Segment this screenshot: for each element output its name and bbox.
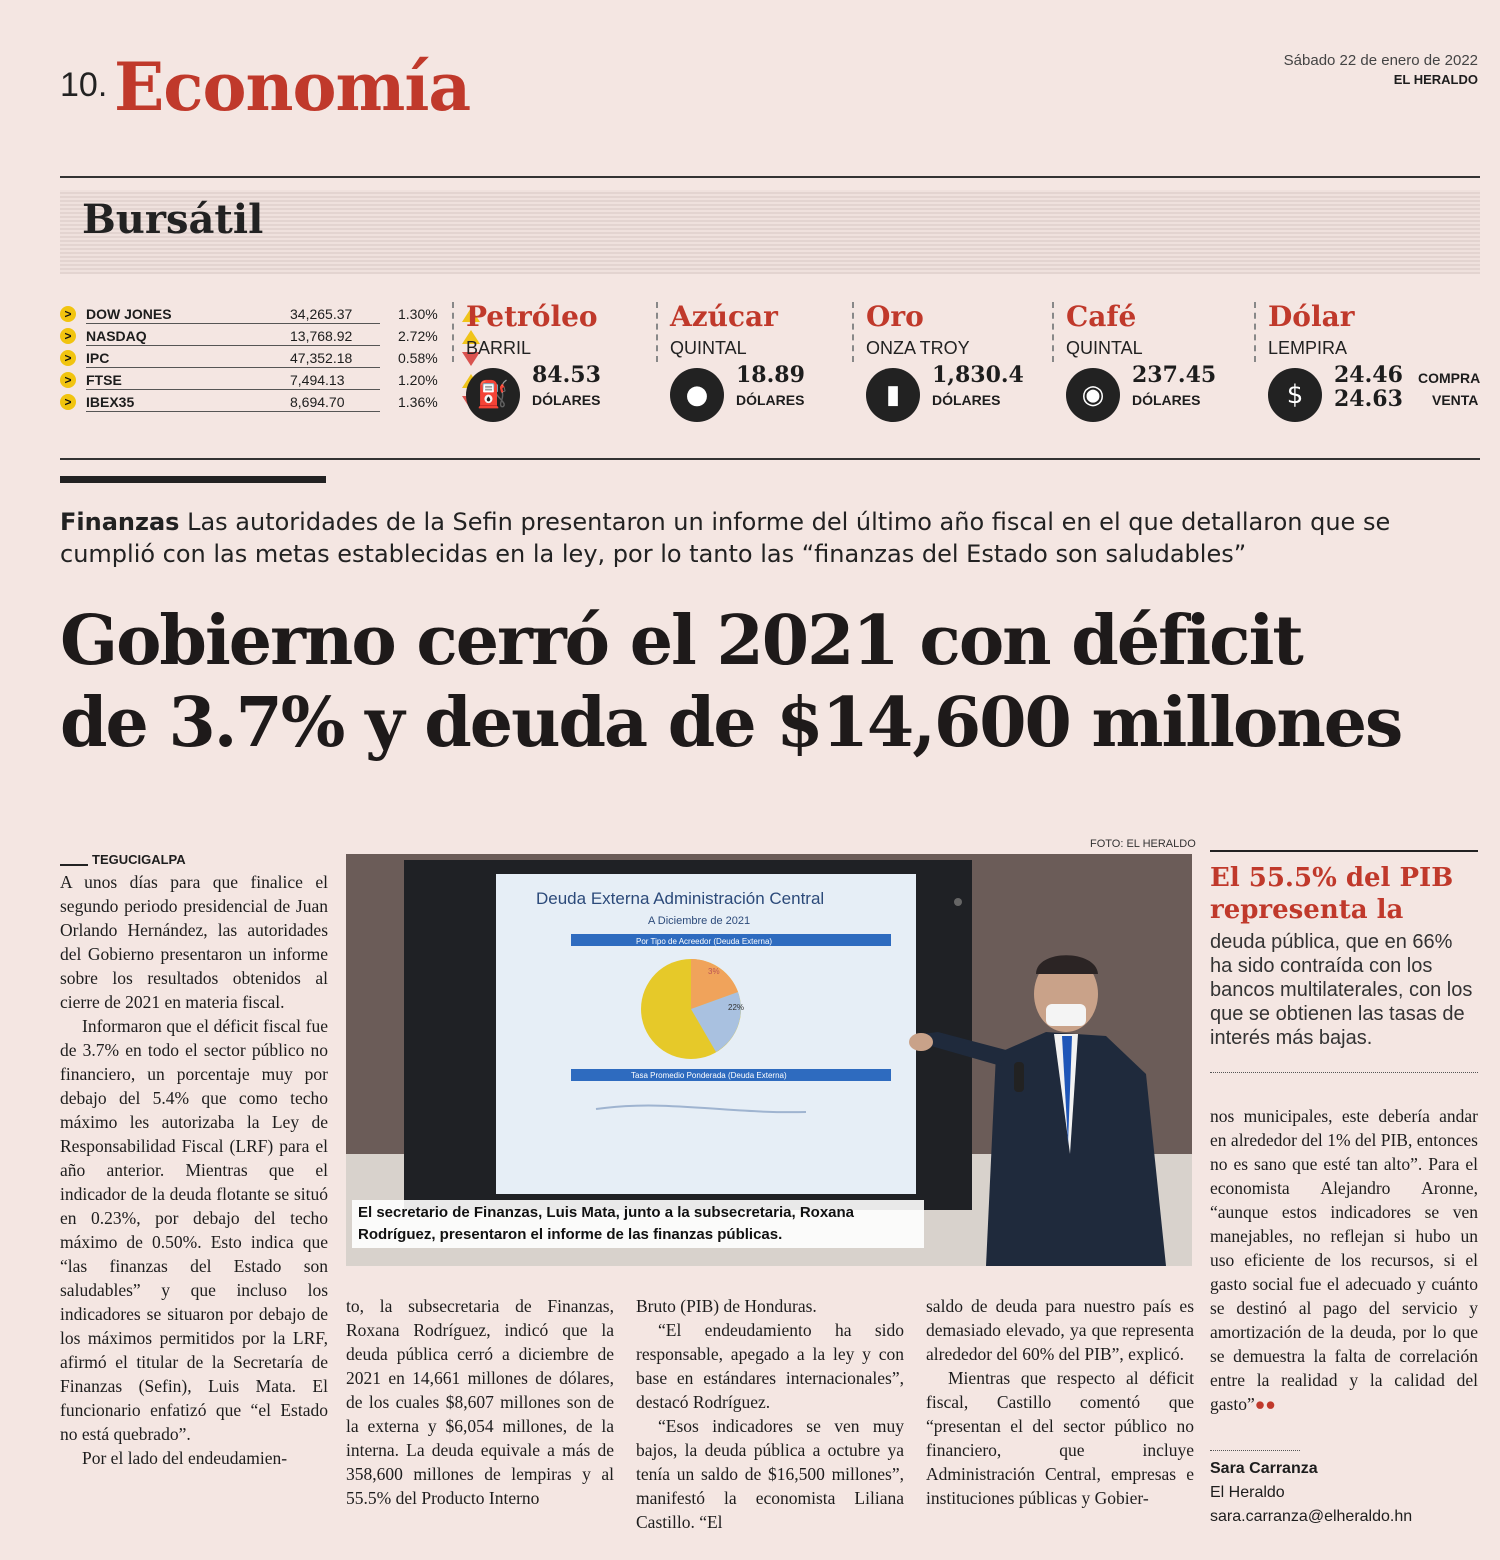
row-underline bbox=[86, 389, 380, 390]
article-column-3 bbox=[636, 1294, 904, 1534]
intro-text: Las autoridades de la Sefin presentaron un informe del último año fiscal en el que detallaron que se cumplió con las metas establecidas en la ley, por lo tanto las “finanzas del Estado son saludables” bbox=[60, 508, 1391, 568]
paragraph: Informaron que el déficit fiscal fue de 3.7% en todo el sector público no financiero, un porcentaje muy por debajo del 5.4% que como techo máximo les autorizaba la Ley de Responsabilidad Fiscal (LRF) para el año anterior. Mientras que el indicador de la deuda flotante se situó en 0.23%, por debajo del techo máximo de 0.50%. Esto indica que “las finanzas del Estado son saludables” y que incluso los indicadores se situaron por debajo de los máximos permitidos por la LRF, afirmó el titular de la Secretaría de Finanzas (Sefin), Luis Mata. El funcionario enfatizó que “el Estado no está quebrado”. bbox=[60, 1016, 328, 1444]
index-value: 7,494.13 bbox=[290, 372, 345, 388]
article-kicker: Finanzas bbox=[60, 508, 180, 536]
commodity-dolar bbox=[1254, 300, 1484, 430]
commodity-oro bbox=[852, 300, 1042, 430]
article-column-4 bbox=[926, 1294, 1194, 1510]
bursatil-title: Bursátil bbox=[82, 196, 264, 243]
dolar-compra-label: COMPRA bbox=[1418, 370, 1481, 386]
gold-bar-icon: ▮ bbox=[866, 368, 920, 422]
bursatil-rule bbox=[60, 458, 1480, 460]
kicker-bar bbox=[60, 476, 326, 483]
slide-title: Deuda Externa Administración Central bbox=[536, 889, 825, 908]
paragraph bbox=[1210, 1104, 1478, 1416]
slide-pct-b: 22% bbox=[728, 1003, 745, 1012]
commodity-currency: DÓLARES bbox=[532, 392, 601, 408]
commodity-unit: LEMPIRA bbox=[1268, 338, 1348, 358]
paragraph: Bruto (PIB) de Honduras. bbox=[636, 1296, 817, 1316]
index-name: IBEX35 bbox=[86, 394, 135, 410]
chevron-right-icon: > bbox=[60, 306, 76, 322]
row-underline bbox=[86, 323, 380, 324]
commodity-azucar bbox=[656, 300, 846, 430]
commodity-petroleo bbox=[452, 300, 642, 430]
divider bbox=[1254, 302, 1256, 362]
newspaper-name: EL HERALDO bbox=[1393, 72, 1478, 87]
index-name: NASDAQ bbox=[86, 328, 147, 344]
commodity-name: Azúcar bbox=[670, 300, 778, 333]
index-change: 0.58% bbox=[398, 350, 438, 366]
stock-index-row bbox=[60, 348, 440, 368]
stock-index-row bbox=[60, 392, 440, 412]
row-underline bbox=[86, 411, 380, 412]
article-column-5 bbox=[1210, 1104, 1478, 1416]
stock-index-row bbox=[60, 304, 440, 324]
commodity-unit: QUINTAL bbox=[670, 338, 747, 358]
commodity-name: Oro bbox=[866, 300, 924, 333]
headline-line-2: de 3.7% y deuda de $14,600 millones bbox=[60, 683, 1402, 763]
commodity-name: Dólar bbox=[1268, 300, 1355, 333]
header-rule bbox=[60, 176, 1480, 178]
commodity-cafe bbox=[1052, 300, 1242, 430]
stock-index-row bbox=[60, 326, 440, 346]
index-name: IPC bbox=[86, 350, 110, 366]
photo-caption: El secretario de Finanzas, Luis Mata, junto a la subsecretaria, Roxana Rodríguez, presentaron el informe de las finanzas públicas. bbox=[352, 1200, 924, 1248]
oil-can-icon: ⛽ bbox=[466, 368, 520, 422]
index-change: 1.20% bbox=[398, 372, 438, 388]
index-change: 2.72% bbox=[398, 328, 438, 344]
commodity-currency: DÓLARES bbox=[1132, 392, 1201, 408]
index-name: DOW JONES bbox=[86, 306, 172, 322]
paragraph: “Esos indicadores se ven muy bajos, la deuda pública a octubre ya tenía un saldo de $16,500 millones”, manifestó la economista Liliana Castillo. “El bbox=[636, 1416, 904, 1532]
index-value: 47,352.18 bbox=[290, 350, 353, 366]
article-headline bbox=[60, 600, 1490, 764]
stock-index-row bbox=[60, 370, 440, 390]
paragraph: Mientras que respecto al déficit fiscal, Castillo comentó que “presentan el del sector público no financiero, que incluye Administración Central, empresas e instituciones públicas y Gobier- bbox=[926, 1368, 1194, 1508]
author-rule bbox=[1210, 1450, 1300, 1451]
article-intro bbox=[60, 506, 1480, 570]
commodity-currency: DÓLARES bbox=[932, 392, 1001, 408]
index-name: FTSE bbox=[86, 372, 122, 388]
chevron-right-icon: > bbox=[60, 372, 76, 388]
dolar-venta: 24.63 bbox=[1334, 386, 1403, 412]
slide-pct-a: 3% bbox=[708, 967, 720, 976]
commodity-price: 18.89 bbox=[736, 362, 805, 388]
dateline: TEGUCIGALPA bbox=[92, 852, 186, 867]
commodity-price: 237.45 bbox=[1132, 362, 1217, 388]
pull-quote-headline: El 55.5% del PIB representa la bbox=[1210, 863, 1454, 925]
chevron-right-icon: > bbox=[60, 394, 76, 410]
photo-credit: FOTO: EL HERALDO bbox=[1090, 838, 1196, 850]
commodity-currency: DÓLARES bbox=[736, 392, 805, 408]
commodity-price: 84.53 bbox=[532, 362, 601, 388]
paragraph: to, la subsecretaria de Finanzas, Roxana Rodríguez, indicó que la deuda pública cerró a diciembre de 2021 en 14,661 millones de dólares, de los cuales $8,607 millones son de la externa y $6,054 millones, de la interna. La deuda equivale a más de 358,600 millones de lempiras y al 55.5% del Producto Interno bbox=[346, 1296, 614, 1508]
commodity-unit: BARRIL bbox=[466, 338, 532, 358]
coffee-bean-icon: ◉ bbox=[1066, 368, 1120, 422]
commodity-price: 1,830.4 bbox=[932, 362, 1024, 388]
end-mark-icon: ●● bbox=[1254, 1394, 1276, 1414]
paragraph: Por el lado del endeudamien- bbox=[82, 1448, 288, 1468]
index-change: 1.30% bbox=[398, 306, 438, 322]
headline-line-1: Gobierno cerró el 2021 con déficit bbox=[60, 601, 1302, 681]
slide-subtitle: A Diciembre de 2021 bbox=[648, 915, 751, 927]
page-number: 10. bbox=[60, 66, 108, 104]
dolar-compra: 24.46 bbox=[1334, 362, 1403, 388]
divider bbox=[656, 302, 658, 362]
author-name: Sara Carranza bbox=[1210, 1460, 1318, 1477]
divider bbox=[1052, 302, 1054, 362]
index-value: 34,265.37 bbox=[290, 306, 353, 322]
paragraph: A unos días para que finalice el segundo periodo presidencial de Juan Orlando Hernández, las autoridades del Gobierno presentaron un informe sobre los resultados obtenidos al cierre de 2021 en materia fiscal. bbox=[60, 872, 328, 1012]
dolar-venta-label: VENTA bbox=[1432, 392, 1479, 408]
divider bbox=[452, 302, 454, 362]
chevron-right-icon: > bbox=[60, 328, 76, 344]
row-underline bbox=[86, 367, 380, 368]
paragraph: saldo de deuda para nuestro país es demasiado elevado, ya que representa alrededor del 60% del PIB”, explicó. bbox=[926, 1296, 1194, 1364]
article-column-2 bbox=[346, 1294, 614, 1510]
index-value: 8,694.70 bbox=[290, 394, 345, 410]
index-value: 13,768.92 bbox=[290, 328, 353, 344]
commodity-unit: ONZA TROY bbox=[866, 338, 970, 358]
pull-quote-rule bbox=[1210, 850, 1478, 852]
commodity-name: Petróleo bbox=[466, 300, 598, 333]
author-email[interactable]: sara.carranza@elheraldo.hn bbox=[1210, 1508, 1413, 1525]
pull-quote-bottom-rule bbox=[1210, 1072, 1478, 1073]
commodity-name: Café bbox=[1066, 300, 1137, 333]
bursatil-banner bbox=[60, 190, 1480, 274]
divider bbox=[852, 302, 854, 362]
slide-bar-1: Por Tipo de Acreedor (Deuda Externa) bbox=[636, 937, 773, 946]
paragraph-text: nos municipales, este debería andar en alrededor del 1% del PIB, entonces no es sano que esté tan alto”. Para el economista Alejandro Aronne, “aunque estos indicadores se ven manejables, no reflejan si hubo un uso eficiente de los recursos, si el gasto social fue el adecuado y cuánto se destinó al pago del servicio y amortización de la deuda, por lo que se demuestra la falta de correlación entre la realidad y la calidad del gasto” bbox=[1210, 1106, 1478, 1414]
commodity-unit: QUINTAL bbox=[1066, 338, 1143, 358]
index-change: 1.36% bbox=[398, 394, 438, 410]
paragraph: “El endeudamiento ha sido responsable, apegado a la ley y con base en estándares internacionales”, destacó Rodríguez. bbox=[636, 1320, 904, 1412]
publication-date: Sábado 22 de enero de 2022 bbox=[1283, 52, 1478, 69]
chevron-right-icon: > bbox=[60, 350, 76, 366]
author-organization: El Heraldo bbox=[1210, 1484, 1285, 1501]
money-bag-icon: $ bbox=[1268, 368, 1322, 422]
dateline-rule bbox=[60, 864, 88, 866]
section-title: Economía bbox=[114, 48, 471, 126]
pull-quote-body: deuda pública, que en 66% ha sido contraída con los bancos multilaterales, con los que se obtienen las tasas de interés más bajas. bbox=[1210, 931, 1473, 1049]
slide-bar-2: Tasa Promedio Ponderada (Deuda Externa) bbox=[631, 1071, 787, 1080]
article-column-1 bbox=[60, 870, 328, 1470]
sack-icon: ● bbox=[670, 368, 724, 422]
row-underline bbox=[86, 345, 380, 346]
